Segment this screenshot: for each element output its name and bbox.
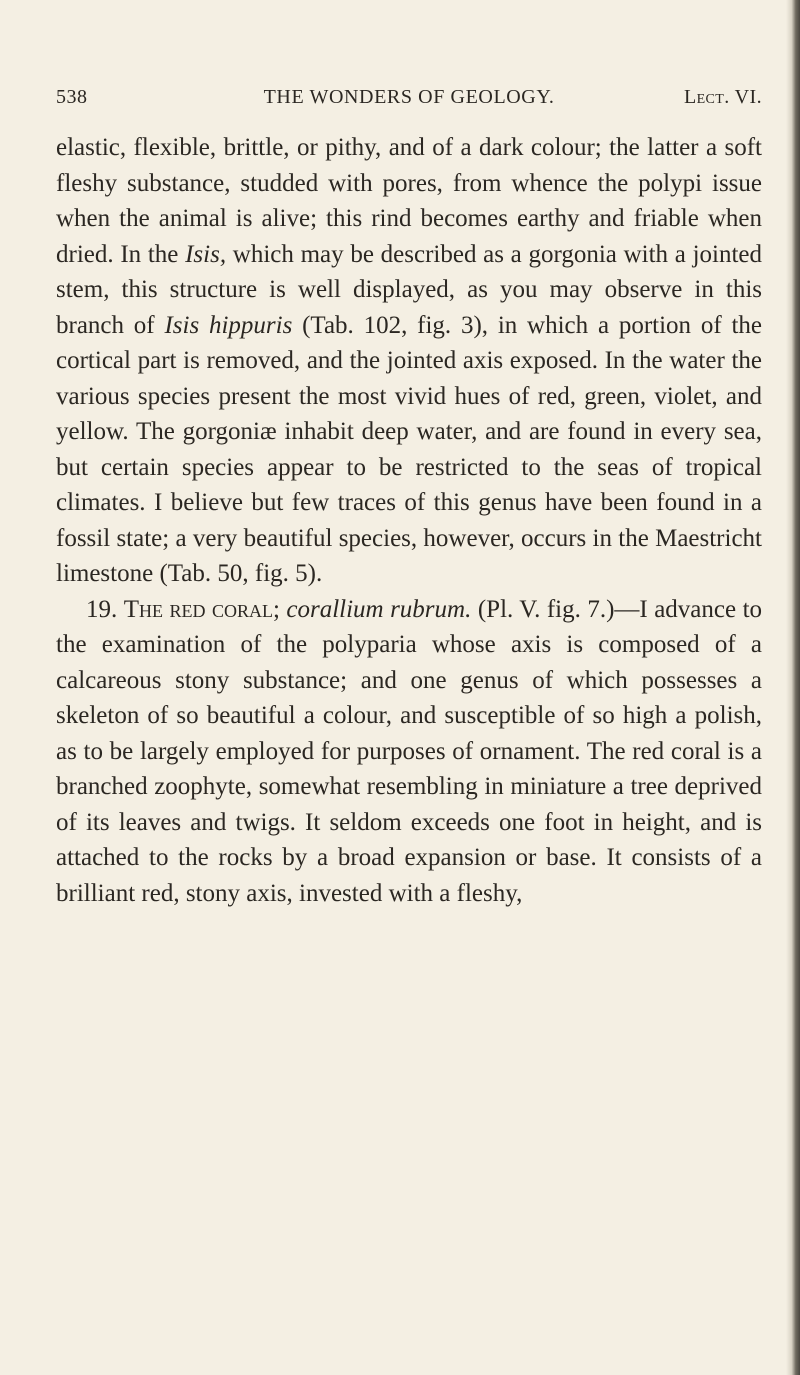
lecture-reference: Lect. VI. [683,86,762,108]
paragraph-gorgonia [56,130,762,592]
text-run: ; [272,595,287,623]
section-heading: The red coral [123,595,273,623]
text-run: elastic, flexible, brittle, or pithy, and of a dark colour; the latter a soft fleshy substance, studded with pores, from whence the polypi issue when the animal is alive; this rind becomes earthy and friable when dried. In the [56,134,762,268]
page-number: 538 [56,86,88,108]
italic-term: Isis, [185,240,227,268]
text-run: (Pl. V. fig. 7.)—I advance to the examination of the polyparia whose axis is composed of a calcareous stony substance; and one genus of which possesses a skeleton of so beautiful a colour, and susceptible of so high a polish, as to be largely employed for purposes of ornament. The red coral is a branched zoophyte, somewhat resembling in miniature a tree deprived of its leaves and twigs. It seldom exceeds one foot in height, and is attached to the rocks by a broad expansion or base. It consists of a brilliant red, stony axis, invested with a fleshy, [56,595,763,907]
running-title: THE WONDERS OF GEOLOGY. [263,86,555,108]
paragraph-red-coral [56,592,762,912]
running-header [56,86,762,116]
text-run: (Tab. 102, fig. 3), in which a portion of the cortical part is removed, and the jointed axis exposed. In the water the various species present the most vivid hues of red, green, violet, and yellow. The gorgoniæ inhabit deep water, and are found in every sea, but certain species appear to be restricted to the seas of tropical climates. I believe but few traces of this genus have been found in a fossil state; a very beautiful species, however, occurs in the Maestricht limestone (Tab. 50, fig. 5). [56,311,762,587]
page-body [56,130,762,911]
text-run: which may be described as a gorgonia with a jointed stem, this structure is well displayed, as you may observe in this branch of [56,240,762,339]
section-number: 19. [86,595,124,623]
page-edge-shadow [786,0,800,1375]
italic-term: corallium rubrum. [286,595,472,623]
italic-term: Isis hippuris [164,311,293,339]
